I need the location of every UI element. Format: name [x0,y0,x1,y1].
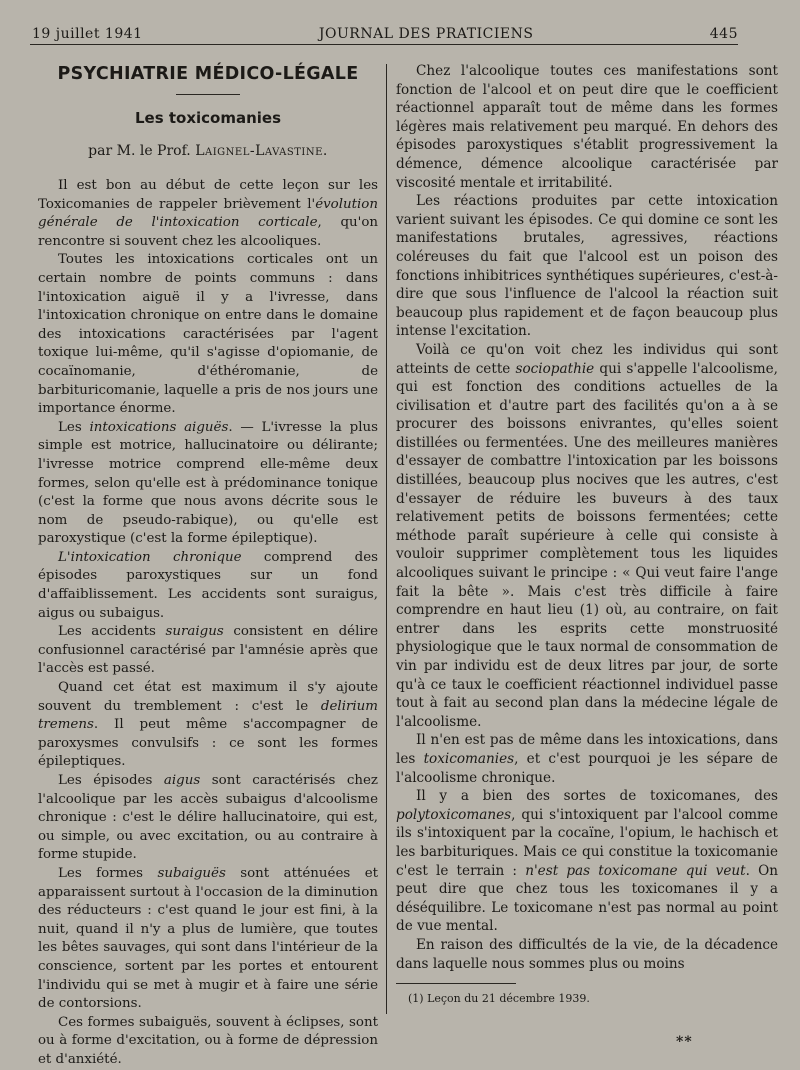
section-separator-stars: ** [676,1034,693,1050]
paragraph: Il y a bien des sortes de toxicomanes, des polytoxicomanes, qui s'intoxiquent par l'alcool comme ils s'intoxiquent par la cocaïne, l'opium, le hachisch et les barbituriques. Mais ce qui constitue la toxicomanie c'est le terrain : n'est pas toxicomane qui veut. On peut dire que chez tous les toxicomanes il y a déséquilibre. Le toxicomane n'est pas normal au point de vue mental. [396,788,778,935]
byline-prefix: par M. le Prof. [88,143,191,159]
paragraph: Quand cet état est maximum il s'y ajoute souvent du tremblement : c'est le delirium tremens. Il peut même s'accompagner de paroxysmes convulsifs : ce sont les formes épileptiques. [38,680,378,770]
paragraph: Voilà ce qu'on voit chez les individus qui sont atteints de cette sociopathie qui s'appelle l'alcoolisme, qui est fonction des conditions actuelles de la civilisation et d'autre part des facilités qu'on a à se procurer des boissons enivrantes, qu'elles soient distillées ou fermentées. Une des meilleures manières d'essayer de combattre l'intoxication par les boissons distillées, beaucoup plus nocives que les autres, c'est d'essayer de réduire les buveurs à des taux relativement petits de boissons fermentées; cette méthode paraît supérieure à celle qui consiste à vouloir supprimer complètement tous les liquides alcooliques suivant le principe : « Qui veut faire l'ange fait la bête ». Mais c'est très difficile à faire comprendre en haut lieu (1) où, au contraire, on fait entrer dans les esprits cette monstruosité physiologique que le taux normal de consommation de vin par individu est de deux litres par jour, de sorte qu'à ce taux le coefficient réactionnel individuel passe tout à fait au second plan dans la médecine légale de l'alcoolisme. [396,341,778,730]
paragraph: Chez l'alcoolique toutes ces manifestations sont fonction de l'alcool et on peut dire que le coefficient réactionnel apparaît tout de même dans les formes légères mais relativement peu marqué. En dehors des épisodes paroxystiques s'établit progressivement la démence, démence alcoolique caractérisée par viscosité mentale et irritabilité. [396,63,778,191]
right-column [396,62,778,1005]
column-divider [386,64,387,1014]
paragraph: Les épisodes aigus sont caractérisés chez l'alcoolique par les accès subaigus d'alcoolisme chronique : c'est le délire hallucinatoire, qui est, ou simple, ou avec excitation, ou au contraire à forme stupide. [38,773,378,863]
footnote-rule [396,983,516,984]
journal-title: JOURNAL DES PRATICIENS [318,26,534,42]
left-column [38,62,378,1070]
issue-date: 19 juillet 1941 [32,26,143,42]
paragraph: Il n'en est pas de même dans les intoxications, dans les toxicomanies, et c'est pourquoi je les sépare de l'alcoolisme chronique. [396,732,778,786]
page-number: 445 [709,26,738,42]
byline [38,143,378,159]
article-title: Les toxicomanies [134,109,282,127]
section-title: PSYCHIATRIE MÉDICO-LÉGALE [57,64,359,84]
paragraph: En raison des difficultés de la vie, de la décadence dans laquelle nous sommes plus ou moins [396,936,778,972]
paragraph: Les formes subaiguës sont atténuées et apparaissent surtout à l'occasion de la diminution des réducteurs : c'est quand le jour est fini, à la nuit, quand il n'y a plus de lumière, que toutes les bêtes sauvages, qui sont dans l'intérieur de la conscience, sortent par les portes et entourent l'individu qui se met à mugir et à faire une série de contorsions. [38,865,379,1012]
paragraph: Les intoxications aiguës. — L'ivresse la plus simple est motrice, hallucinatoire ou délirante; l'ivresse motrice comprend elle-même deux formes, selon qu'elle est à prédominance tonique (c'est la forme que nous avons décrite sous le nom de pseudo-rabique), ou qu'elle est paroxystique (c'est la forme épileptique). [38,419,378,547]
paragraph: Il est bon au début de cette leçon sur les Toxicomanies de rappeler brièvement l'évolution générale de l'intoxication corticale, qu'on rencontre si souvent chez les alcooliques. [38,178,379,249]
paragraph: Les accidents suraigus consistent en délire confusionnel caractérisé par l'amnésie après que l'accès est passé. [38,624,378,677]
byline-author: Laignel-Lavastine. [195,143,328,159]
header-rule [30,44,738,45]
footnote: (1) Leçon du 21 décembre 1939. [408,992,590,1006]
paragraph: Toutes les intoxications corticales ont un certain nombre de points communs : dans l'intoxication aiguë il y a l'ivresse, dans l'intoxication chronique on entre dans le domaine des intoxications caractérisées par l'agent toxique lui-même, qu'il s'agisse d'opiomanie, de cocaïnomanie, d'éthéromanie, de barbituricomanie, laquelle a pris de nos jours une importance énorme. [38,252,378,417]
paragraph: Les réactions produites par cette intoxication varient suivant les épisodes. Ce qui domine ce sont les manifestations brutales, agressives, réactions coléreuses du fait que l'alcool est un poison des fonctions inhibitrices synthétiques supérieures, c'est-à-dire que sous l'influence de l'alcool la réaction suit beaucoup plus rapidement et de façon beaucoup plus intense l'excitation. [396,193,778,340]
paragraph: L'intoxication chronique comprend des épisodes paroxystiques sur un fond d'affaiblissement. Les accidents sont suraigus, aigus ou subaigus. [38,549,378,621]
title-rule [176,94,240,95]
page-header [32,14,738,42]
paragraph: Ces formes subaiguës, souvent à éclipses, sont ou à forme d'excitation, ou à forme de dépression et d'anxiété. [38,1014,378,1067]
